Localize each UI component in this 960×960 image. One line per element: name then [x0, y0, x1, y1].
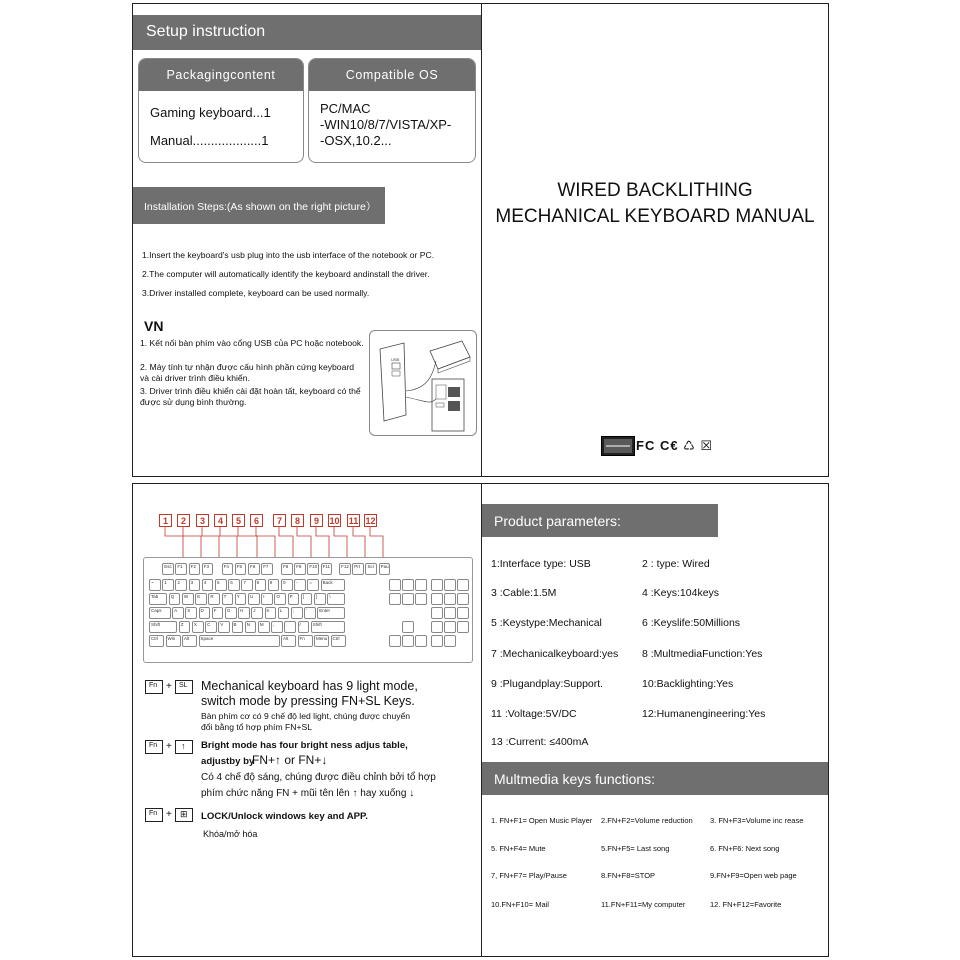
key-label: Enter — [319, 608, 331, 613]
param-item: 8 :MultmediaFunction:Yes — [642, 648, 763, 660]
multimedia-item: 12. FN+F12=Favorite — [710, 900, 782, 909]
key — [431, 579, 443, 591]
key-label: L — [279, 608, 283, 613]
key — [431, 621, 443, 633]
key — [457, 593, 469, 605]
key — [281, 579, 293, 591]
key — [298, 621, 310, 633]
key-label: 0 — [283, 580, 286, 585]
packaging-item-1: Gaming keyboard...1 — [150, 105, 271, 120]
key — [195, 593, 207, 605]
vn-step-1: 1. Kết nối bàn phím vào cổng USB của PC hoặc notebook. — [140, 338, 364, 348]
windows-key-icon: ⊞ — [175, 808, 193, 822]
param-item: 4 :Keys:104keys — [642, 587, 720, 599]
os-box — [308, 58, 476, 163]
key-label: Fn — [299, 636, 305, 641]
key-label: J — [253, 608, 256, 613]
keyboard-panel — [132, 483, 482, 957]
key-label: U — [250, 594, 254, 599]
install-step-2: 2.The computer will automatically identify the keyboard andinstall the driver. — [142, 269, 430, 279]
fn-number-12: 12 — [365, 516, 376, 526]
key — [189, 579, 201, 591]
fn-number-3: 3 — [196, 514, 209, 527]
key-label: P — [289, 594, 293, 599]
key-label: F8 — [283, 564, 289, 569]
key — [172, 607, 184, 619]
key-label: Q — [170, 594, 175, 599]
multimedia-item: 9.FN+F9=Open web page — [710, 871, 797, 880]
key — [261, 593, 273, 605]
key-label: 7 — [243, 580, 246, 585]
key — [389, 579, 401, 591]
key-label: \ — [329, 594, 331, 599]
key — [311, 621, 346, 633]
key-label: F4 — [223, 564, 229, 569]
key — [149, 621, 177, 633]
key — [281, 635, 296, 647]
key-label: R — [210, 594, 214, 599]
key-label: / — [299, 622, 301, 627]
key — [189, 563, 201, 575]
key — [284, 621, 296, 633]
key — [235, 593, 247, 605]
param-item: 9 :Plugandplay:Support. — [491, 678, 604, 690]
key — [294, 579, 306, 591]
key — [389, 635, 401, 647]
key — [314, 635, 329, 647]
key-label: Esc — [164, 564, 172, 569]
key-label: 8 — [256, 580, 260, 585]
key-label: B — [233, 622, 237, 627]
key — [402, 621, 414, 633]
key — [415, 579, 427, 591]
key — [288, 593, 300, 605]
key — [389, 593, 401, 605]
key-label: C — [207, 622, 211, 627]
key — [317, 607, 345, 619]
key-label: Caps — [151, 608, 162, 613]
param-item: 10:Backlighting:Yes — [642, 678, 734, 690]
key — [175, 563, 187, 575]
install-bar — [133, 187, 385, 224]
multimedia-item: 7, FN+F7= Play/Pause — [491, 871, 567, 880]
key — [274, 593, 286, 605]
key-label: ] — [316, 594, 318, 599]
key — [431, 593, 443, 605]
usb-label: USB — [391, 357, 400, 362]
install-step-1: 1.Insert the keyboard's usb plug into the usb interface of the notebook or PC. — [142, 250, 435, 260]
key-label: Z — [180, 622, 184, 627]
plus-sign-3: + — [166, 809, 172, 820]
os-line-3: -OSX,10.2... — [320, 133, 392, 148]
key-label: , — [273, 622, 275, 627]
param-item: 2 : type: Wired — [642, 558, 710, 570]
key-label: G — [226, 608, 231, 613]
install-step-3: 3.Driver installed complete, keyboard can be used normally. — [142, 288, 370, 298]
multimedia-item: 2.FN+F2=Volume reduction — [601, 816, 693, 825]
bright-vn-2: phím chức năng FN + mũi tên lên ↑ hay xuống ↓ — [201, 788, 415, 799]
key-label: 4 — [203, 580, 207, 585]
key-label: F — [213, 608, 217, 613]
fn-number-6: 6 — [250, 514, 263, 527]
os-line-1: PC/MAC — [320, 101, 371, 116]
key-label: Y — [236, 594, 240, 599]
key-label: ~ — [151, 580, 154, 585]
usb-connection-diagram — [370, 331, 476, 435]
key — [199, 635, 280, 647]
key — [192, 621, 204, 633]
key — [162, 563, 174, 575]
key-label: V — [220, 622, 224, 627]
params-panel — [481, 483, 829, 957]
os-header: Compatible OS — [309, 59, 475, 91]
param-item: 11 :Voltage:5V/DC — [491, 708, 577, 720]
key-label: Prt — [354, 564, 361, 569]
keyboard-diagram — [143, 557, 473, 663]
key — [307, 579, 319, 591]
key — [301, 593, 313, 605]
key — [307, 563, 319, 575]
key — [444, 607, 456, 619]
key — [261, 563, 273, 575]
key-label: F2 — [190, 564, 196, 569]
fn-number-11: 11 — [348, 516, 359, 526]
key — [245, 621, 257, 633]
packaging-header: Packagingcontent — [139, 59, 303, 91]
bright-title-2: adjustby by — [201, 756, 255, 767]
key — [199, 607, 211, 619]
key-label: F6 — [250, 564, 256, 569]
vn-step-3: 3. Driver trình điều khiển cài đặt hoàn tất, keyboard có thể được sử dụng bình thường. — [140, 386, 361, 407]
multimedia-item: 11.FN+F11=My computer — [601, 900, 686, 909]
multimedia-item: 10.FN+F10= Mail — [491, 900, 549, 909]
key — [232, 621, 244, 633]
key — [222, 563, 234, 575]
key-label: Alt — [283, 636, 289, 641]
vn-label: VN — [144, 318, 164, 334]
key — [241, 579, 253, 591]
key-label: T — [223, 594, 227, 599]
key — [166, 635, 181, 647]
key — [235, 563, 247, 575]
key-label: F10 — [309, 564, 318, 569]
fn-key-icon: Fn — [145, 740, 163, 754]
key-label: D — [200, 608, 204, 613]
multimedia-title: Multmedia keys functions: — [494, 771, 656, 787]
key — [291, 607, 303, 619]
key — [402, 635, 414, 647]
key-label: F1 — [177, 564, 183, 569]
key-label: F7 — [263, 564, 269, 569]
setup-title: Setup instruction — [146, 23, 266, 40]
key-label: H — [240, 608, 244, 613]
key — [379, 563, 391, 575]
key — [415, 593, 427, 605]
key-label: Scr — [367, 564, 375, 569]
param-item: 5 :Keystype:Mechanical — [491, 617, 602, 629]
plus-sign-2: + — [166, 741, 172, 752]
key-label: S — [187, 608, 191, 613]
install-title: Installation Steps:(As shown on the right picture） — [144, 201, 377, 213]
multimedia-item: 1. FN+F1= Open Music Player — [491, 816, 593, 825]
fn-number-5: 5 — [232, 514, 245, 527]
light-mode-vn-1: Bàn phím cơ có 9 chế độ led light, chúng được chuyển — [201, 711, 411, 721]
fn-number-1: 1 — [159, 514, 172, 527]
key-label: 5 — [217, 580, 220, 585]
key-label: Menu — [316, 636, 328, 641]
key-label: F12 — [341, 564, 349, 569]
light-mode-title-1: Mechanical keyboard has 9 light mode, — [201, 679, 418, 693]
key — [225, 607, 237, 619]
key-label: Win — [167, 636, 176, 641]
key — [149, 579, 161, 591]
key — [218, 621, 230, 633]
key — [457, 621, 469, 633]
plus-sign-1: + — [166, 681, 172, 692]
fn-number-2: 2 — [177, 514, 190, 527]
key — [212, 607, 224, 619]
cert-badge — [601, 436, 635, 456]
key — [327, 593, 345, 605]
vn-step-2: 2. Máy tính tự nhận được cấu hình phần cứng keyboard và cài driver trình điều khiển. — [140, 362, 354, 383]
key-label: F3 — [203, 564, 210, 569]
packaging-item-2: Manual...................1 — [150, 133, 269, 148]
key — [182, 635, 197, 647]
fn-number-7: 7 — [273, 514, 286, 527]
key — [339, 563, 351, 575]
key — [352, 563, 364, 575]
key-label: A — [174, 608, 178, 613]
packaging-box — [138, 58, 304, 163]
key — [457, 607, 469, 619]
key — [222, 593, 234, 605]
key — [185, 607, 197, 619]
key — [162, 579, 174, 591]
param-item: 3 :Cable:1.5M — [491, 587, 557, 599]
key-label: 2 — [177, 580, 180, 585]
key — [294, 563, 306, 575]
certification-marks: FC C€ ♺ ☒ — [636, 438, 714, 453]
key — [402, 579, 414, 591]
key — [251, 607, 263, 619]
key — [457, 579, 469, 591]
fn-number-8: 8 — [291, 514, 304, 527]
bright-title-1: Bright mode has four bright ness adjus table, — [201, 740, 408, 751]
key-label: Pau — [380, 564, 389, 569]
multimedia-item: 3. FN+F3=Volume inc rease — [710, 816, 804, 825]
key-label: = — [309, 580, 313, 585]
fn-key-icon: Fn — [145, 808, 163, 822]
key — [175, 579, 187, 591]
key-label: N — [246, 622, 250, 627]
multimedia-item: 8.FN+F8=STOP — [601, 871, 656, 880]
params-title-bar — [482, 504, 718, 537]
install-illustration — [369, 330, 477, 436]
key — [179, 621, 191, 633]
key — [265, 607, 277, 619]
key — [304, 607, 316, 619]
key — [202, 579, 214, 591]
key — [321, 579, 346, 591]
multimedia-item: 5.FN+F5= Last song — [601, 844, 670, 853]
key-label: ' — [306, 608, 307, 613]
key-label: W — [184, 594, 189, 599]
key — [268, 579, 280, 591]
key — [202, 563, 214, 575]
key — [208, 593, 220, 605]
os-line-2: -WIN10/8/7/VISTA/XP- — [320, 117, 452, 132]
fn-number-9: 9 — [310, 514, 323, 527]
bright-vn-1: Có 4 chế độ sáng, chúng được điều chỉnh bởi tổ hợp — [201, 772, 436, 783]
key — [149, 607, 171, 619]
key-label: K — [266, 608, 270, 613]
key-label: Space — [200, 636, 214, 641]
key-label: F5 — [236, 564, 243, 569]
param-item: 12:Humanengineering:Yes — [642, 708, 766, 720]
key-label: Tab — [151, 594, 159, 599]
key — [215, 579, 227, 591]
key — [321, 563, 333, 575]
key-label: Ctrl — [151, 636, 158, 641]
key-label: Back — [322, 580, 333, 585]
multimedia-title-bar — [482, 762, 829, 795]
fn-number-10: 10 — [329, 516, 340, 526]
light-mode-vn-2: đổi bằng tổ hợp phím FN+SL — [201, 722, 312, 732]
cover-title-line-2: MECHANICAL KEYBOARD MANUAL — [495, 206, 815, 227]
key — [248, 593, 260, 605]
arrow-up-key-icon: ↑ — [175, 740, 193, 754]
param-item: 7 :Mechanicalkeyboard:yes — [491, 648, 619, 660]
key-label: Ctrl — [332, 636, 340, 641]
key — [444, 579, 456, 591]
key — [431, 635, 443, 647]
rohs-logo — [602, 437, 634, 455]
key — [271, 621, 283, 633]
cover-panel — [481, 3, 829, 477]
key-label: E — [197, 594, 201, 599]
key-label: F9 — [296, 564, 302, 569]
key — [238, 607, 250, 619]
key — [205, 621, 217, 633]
fn-key-icon: Fn — [145, 680, 163, 694]
setup-title-bar — [133, 15, 481, 50]
key-label: 1 — [164, 580, 167, 585]
key — [444, 635, 456, 647]
key-label: I — [263, 594, 265, 599]
param-item: 6 :Keyslife:50Millions — [642, 617, 741, 629]
key-label: . — [286, 622, 288, 627]
key — [444, 593, 456, 605]
sl-key-icon: SL — [175, 680, 193, 694]
multimedia-item: 6. FN+F6: Next song — [710, 844, 780, 853]
key-label: 3 — [190, 580, 194, 585]
key — [278, 607, 290, 619]
setup-panel — [132, 3, 482, 477]
key-label: F11 — [322, 564, 331, 569]
key — [255, 579, 267, 591]
key — [182, 593, 194, 605]
key-label: Shift — [151, 622, 161, 627]
key-label: 9 — [269, 580, 273, 585]
bright-keys: FN+↑ or FN+↓ — [252, 753, 328, 767]
key-label: M — [259, 622, 264, 627]
lock-vn: Khóa/mở hóa — [203, 829, 258, 839]
key — [314, 593, 326, 605]
key — [431, 607, 443, 619]
key — [248, 563, 260, 575]
fn-number-4: 4 — [214, 514, 227, 527]
key — [298, 635, 313, 647]
key-label: - — [296, 580, 298, 585]
key — [258, 621, 270, 633]
key-label: 6 — [230, 580, 233, 585]
multimedia-item: 5. FN+F4= Mute — [491, 844, 546, 853]
key-label: [ — [302, 594, 305, 599]
key — [169, 593, 181, 605]
cover-title-line-1: WIRED BACKLITHING — [557, 180, 753, 201]
key — [402, 593, 414, 605]
key — [281, 563, 293, 575]
key-label: O — [276, 594, 280, 599]
param-item: 1:Interface type: USB — [491, 558, 591, 570]
key-label: Alt — [184, 636, 190, 641]
light-mode-title-2: switch mode by pressing FN+SL Keys. — [201, 694, 415, 708]
key — [149, 635, 164, 647]
key — [331, 635, 346, 647]
param-item: 13 :Current: ≤400mA — [491, 736, 589, 748]
key-label: Shift — [312, 622, 322, 627]
key-label: X — [193, 622, 197, 627]
key — [228, 579, 240, 591]
lock-title: LOCK/Unlock windows key and APP. — [201, 811, 368, 822]
key — [365, 563, 377, 575]
params-title: Product parameters: — [494, 513, 621, 529]
key-label: ; — [292, 608, 295, 613]
key — [415, 635, 427, 647]
key — [149, 593, 167, 605]
key — [444, 621, 456, 633]
